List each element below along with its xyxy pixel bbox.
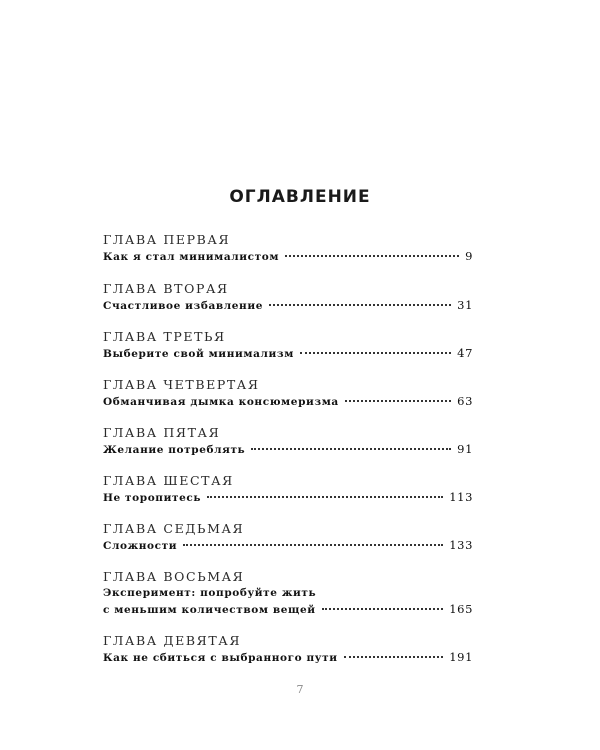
chapter-label: ГЛАВА ПЯТАЯ	[103, 425, 221, 440]
chapter-link[interactable]	[103, 297, 473, 314]
chapter-link[interactable]	[103, 393, 473, 410]
toc-entry	[103, 473, 473, 521]
chapter-link[interactable]	[103, 441, 473, 458]
toc-entry	[103, 281, 473, 329]
chapter-page-number: 47	[457, 346, 473, 360]
chapter-title: Как я стал минималистом	[103, 251, 280, 263]
page-number: 7	[296, 683, 304, 696]
chapter-title: Выберите свой минимализм	[103, 348, 294, 360]
chapter-label: ГЛАВА ДЕВЯТАЯ	[103, 633, 242, 648]
chapter-link[interactable]	[103, 345, 473, 362]
chapter-link[interactable]	[103, 601, 473, 618]
toc-list	[103, 232, 473, 681]
chapter-page-number: 91	[457, 442, 473, 456]
dot-leader	[285, 255, 459, 257]
chapter-link[interactable]	[103, 649, 473, 666]
chapter-label: ГЛАВА ТРЕТЬЯ	[103, 329, 226, 344]
chapter-title: Желание потреблять	[103, 444, 246, 456]
dot-leader	[251, 448, 451, 450]
chapter-page-number: 63	[457, 394, 473, 408]
chapter-title-line[interactable]: Эксперимент: попробуйте жить	[103, 587, 317, 599]
dot-leader	[207, 496, 443, 498]
chapter-page-number: 191	[449, 650, 473, 664]
dot-leader	[269, 304, 451, 306]
chapter-label: ГЛАВА СЕДЬМАЯ	[103, 521, 245, 536]
chapter-label: ГЛАВА ШЕСТАЯ	[103, 473, 234, 488]
toc-entry	[103, 232, 473, 281]
toc-entry	[103, 569, 473, 633]
chapter-page-number: 165	[449, 602, 473, 616]
toc-entry	[103, 633, 473, 681]
chapter-label: ГЛАВА ВТОРАЯ	[103, 281, 229, 296]
chapter-page-number: 31	[457, 298, 473, 312]
chapter-label: ГЛАВА ПЕРВАЯ	[103, 232, 231, 247]
chapter-page-number: 9	[465, 249, 473, 263]
chapter-link[interactable]	[103, 248, 473, 265]
dot-leader	[344, 656, 444, 658]
chapter-link[interactable]	[103, 489, 473, 506]
chapter-title: Сложности	[103, 540, 178, 552]
chapter-page-number: 113	[449, 490, 473, 504]
toc-entry	[103, 425, 473, 473]
chapter-title: Обманчивая дымка консюмеризма	[103, 396, 339, 408]
toc-heading: ОГЛАВЛЕНИЕ	[229, 187, 371, 207]
toc-entry	[103, 329, 473, 377]
chapter-link[interactable]	[103, 537, 473, 554]
dot-leader	[345, 400, 451, 402]
chapter-title: Не торопитесь	[103, 492, 202, 504]
chapter-title: Счастливое избавление	[103, 300, 263, 312]
dot-leader	[322, 608, 444, 610]
chapter-page-number: 133	[449, 538, 473, 552]
chapter-title: Как не сбиться с выбранного пути	[103, 652, 338, 664]
toc-entry	[103, 377, 473, 425]
toc-entry	[103, 521, 473, 569]
chapter-title: с меньшим количеством вещей	[103, 604, 316, 616]
dot-leader	[183, 544, 443, 546]
dot-leader	[300, 352, 451, 354]
chapter-label: ГЛАВА ЧЕТВЕРТАЯ	[103, 377, 260, 392]
chapter-label: ГЛАВА ВОСЬМАЯ	[103, 569, 245, 584]
